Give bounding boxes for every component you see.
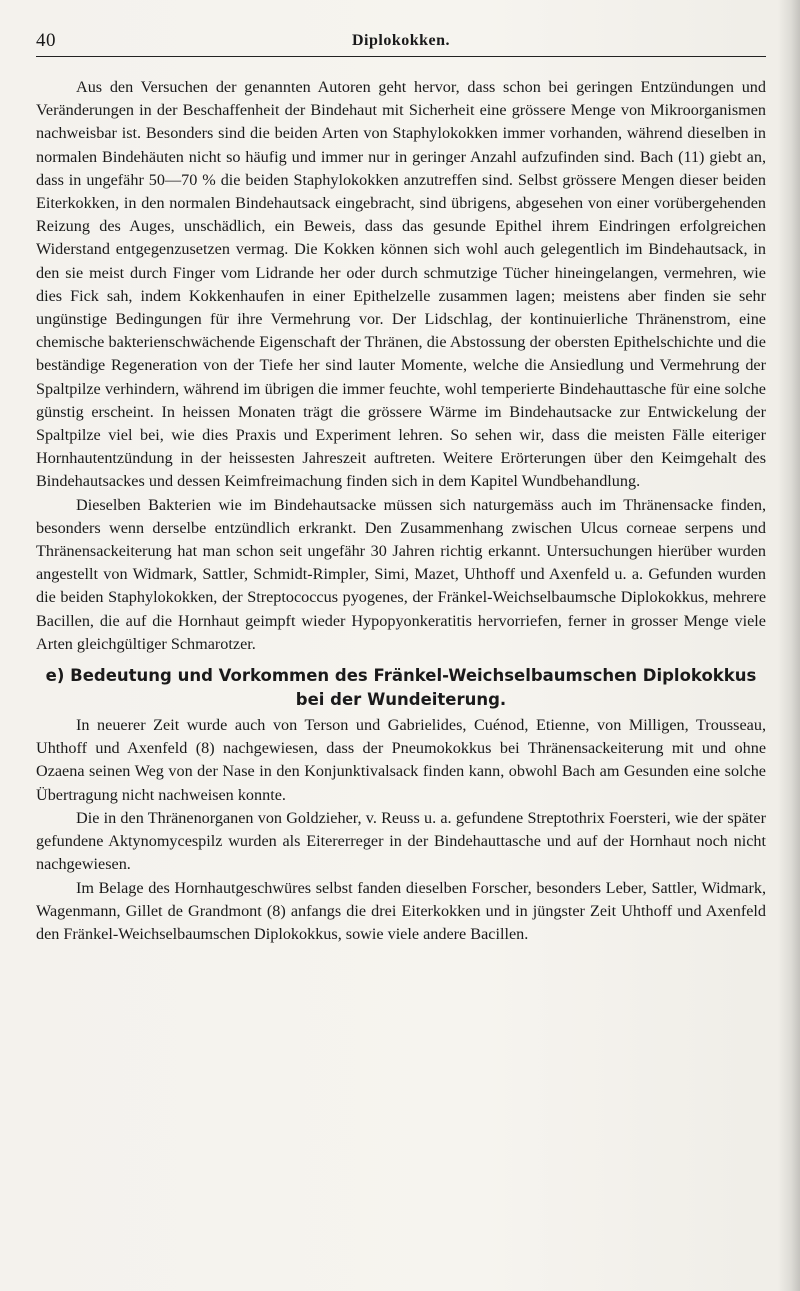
body-text — [36, 76, 766, 946]
running-head: Diplokokken. — [351, 32, 451, 49]
paragraph-3: In neuerer Zeit wurde auch von Terson und Gabrielides, Cuénod, Etienne, von Milligen, Trousseau, Uhthoff und Axenfeld (8) nachgewiesen, dass der Pneumokokkus bei Thränensackeiterung mit und ohne Ozaena seinen Weg von der Nase in den Konjunktivalsack finden kann, obwohl Bach am Gesunden eine solche Übertragung nicht nachweisen konnte. — [36, 716, 766, 804]
paragraph-1: Aus den Versuchen der genannten Autoren geht hervor, dass schon bei geringen Entzündungen und Veränderungen in der Beschaffenheit der Bindehaut mit Sicherheit eine grössere Menge von Mikroorganismen nachweisbar ist. Besonders sind die beiden Arten von Staphylokokken immer vorhanden, während dieselben in normalen Bindehäuten nicht so häufig und immer nur in geringer Anzahl aufzufinden sind. Bach (11) giebt an, dass in ungefähr 50—70 % die beiden Staphylokokken anzutreffen sind. Selbst grössere Mengen dieser beiden Eiterkokken, in den normalen Bindehautsack eingebracht, sind übrigens, abgesehen von einer vorübergehenden Reizung des Auges, unschädlich, ein Beweis, dass das gesunde Epithel ihrem Eindringen erfolgreichen Widerstand entgegenzusetzen vermag. Die Kokken können sich wohl auch gelegentlich im Bindehautsack, in den sie meist durch Finger vom Lidrande her oder durch schmutzige Tücher hineingelangen, vermehren, wie dies Fick sah, indem Kokkenhaufen in einer Epithelzelle zusammen lagen; meistens aber finden sie sehr ungünstige Bedingungen für ihre Vermehrung vor. Der Lidschlag, der kontinuierliche Thränenstrom, eine chemische bakterienschwächende Eigenschaft der Thränen, die Abstossung der obersten Epithelschichte und die beständige Regeneration von der Tiefe her sind lauter Momente, welche die Ansiedlung und Vermehrung der Spaltpilze verhindern, während im übrigen die immer feuchte, wohl temperierte Bindehauttasche für eine solche günstig erscheint. In heissen Monaten trägt die grössere Wärme im Bindehautsacke zur Entwickelung der Spaltpilze viel bei, wie dies Praxis und Experiment lehren. So sehen wir, dass die meisten Fälle eiteriger Hornhautentzündung in der heissesten Jahreszeit auftreten. Weitere Erörterungen über den Keimgehalt des Bindehautsackes und dessen Keimfreimachung finden sich in dem Kapitel Wundbehandlung. — [36, 78, 766, 491]
section-heading: e) Bedeutung und Vorkommen des Fränkel-Weichselbaumschen Diplokokkus bei der Wundeiterung. — [45, 666, 757, 710]
paragraph-5: Im Belage des Hornhautgeschwüres selbst fanden dieselben Forscher, besonders Leber, Sattler, Widmark, Wagenmann, Gillet de Grandmont (8) anfangs die drei Eiterkokken und in jüngster Zeit Uhthoff und Axenfeld den Fränkel-Weichselbaumschen Diplokokkus, sowie viele andere Bacillen. — [36, 878, 766, 943]
page-header — [36, 30, 766, 57]
paragraph-2: Dieselben Bakterien wie im Bindehautsacke müssen sich naturgemäss auch im Thränensacke finden, besonders wenn derselbe entzündlich erkrankt. Den Zusammenhang zwischen Ulcus corneae serpens und Thränensackeiterung hat man schon seit ungefähr 30 Jahren richtig erkannt. Untersuchungen hierüber wurden angestellt von Widmark, Sattler, Schmidt-Rimpler, Simi, Mazet, Uhthoff und Axenfeld u. a. Gefunden wurden die beiden Staphylokokken, der Streptococcus pyogenes, der Fränkel-Weichselbaumsche Diplokokkus, mehrere Bacillen, die auf die Hornhaut geimpft wieder Hypopyonkeratitis hervorriefen, ferner in grosser Menge viele Arten gleichgültiger Schmarotzer. — [36, 495, 766, 653]
paragraph-4: Die in den Thränenorganen von Goldzieher, v. Reuss u. a. gefundene Streptothrix Foersteri, wie der später gefundene Aktynomycespilz wurden als Eitererreger in der Bindehauttasche und auf der Hornhaut noch nicht nachgewiesen. — [36, 808, 766, 874]
page-edge-shadow — [778, 0, 800, 1291]
page-number: 40 — [36, 30, 56, 51]
